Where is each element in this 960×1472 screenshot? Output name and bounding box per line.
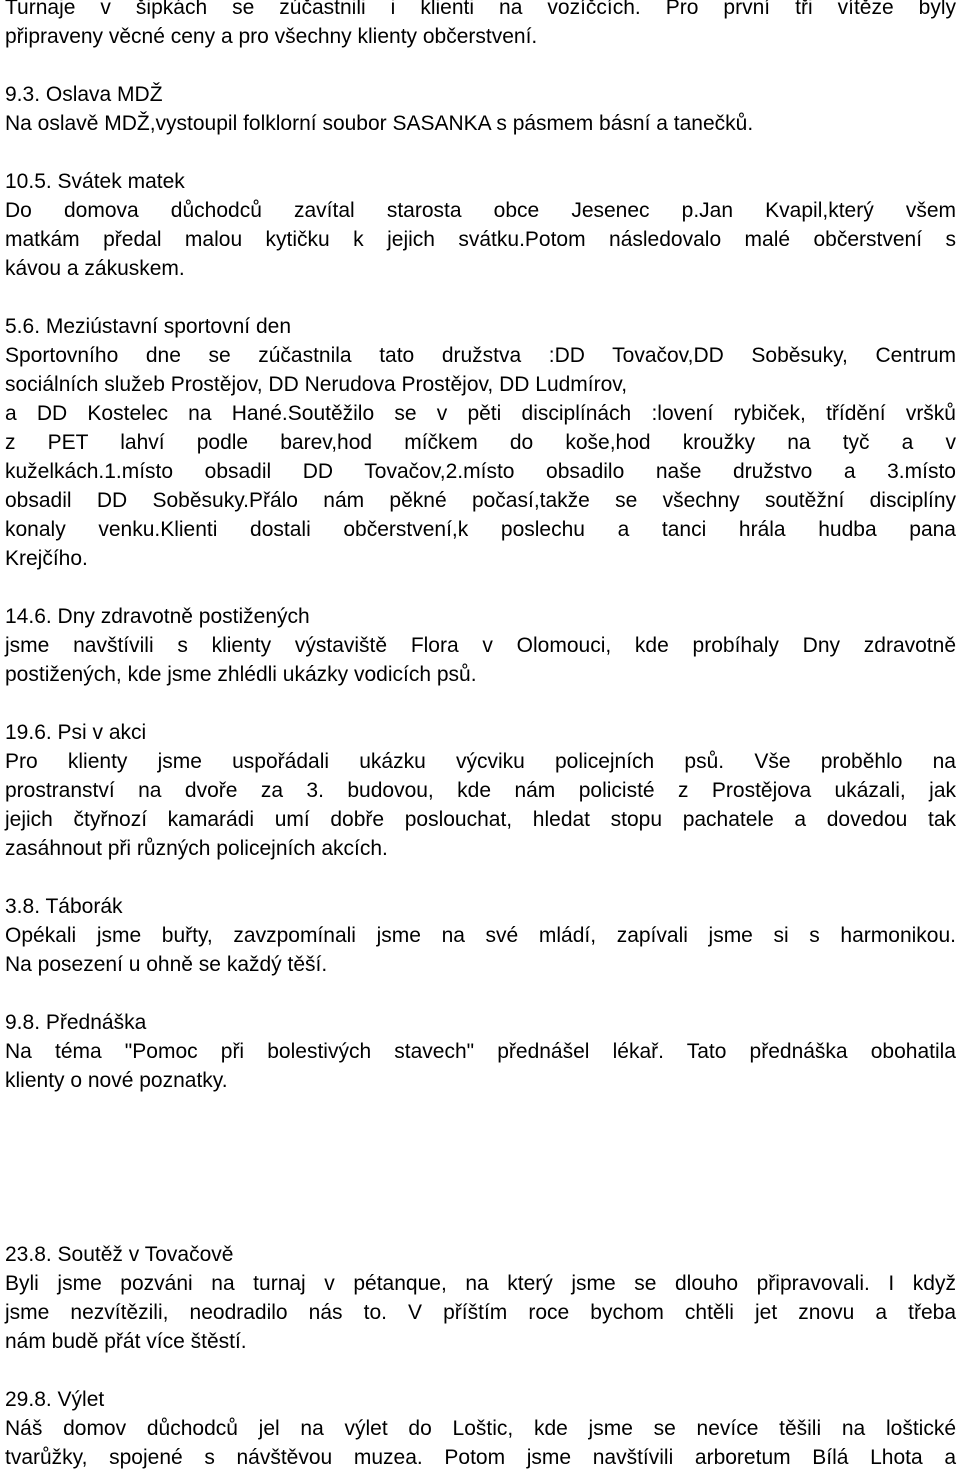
document-page: [5, 0, 956, 1472]
paragraph-gap: [5, 1095, 956, 1240]
text-line: sociálních služeb Prostějov, DD Nerudova Prostějov, DD Ludmírov,: [5, 373, 628, 396]
section-heading: 29.8. Výlet: [5, 1388, 105, 1411]
section-dogs-in-action: [5, 718, 956, 863]
text-line: jejich čtyřnozí kamarádi umí dobře poslouchat, hledat stopu pachatele a dovedou tak: [5, 808, 956, 831]
text-line: jsme nezvítězili, neodradilo nás to. V příštím roce bychom chtěli jet znovu a třeba: [5, 1301, 956, 1324]
text-line: Náš domov důchodců jel na výlet do Loštic, kde jsme se nevíce těšili na loštické: [5, 1417, 956, 1440]
section-mothers-day: [5, 167, 956, 283]
section-heading: 9.8. Přednáška: [5, 1011, 147, 1034]
text-line: z PET lahví podle barev,hod míčkem do koše,hod kroužky na tyč a v: [5, 431, 956, 454]
text-line: připraveny věcné ceny a pro všechny klienty občerstvení.: [5, 25, 538, 48]
section-lecture: [5, 1008, 956, 1095]
text-line: kávou a zákuskem.: [5, 257, 185, 280]
text-line: klienty o nové poznatky.: [5, 1069, 228, 1092]
text-line: postižených, kde jsme zhlédli ukázky vodicích psů.: [5, 663, 477, 686]
section-heading: 5.6. Meziústavní sportovní den: [5, 315, 291, 338]
section-campfire: [5, 892, 956, 979]
paragraph-darts-tournament: [5, 0, 956, 51]
text-line: matkám předal malou kytičku k jejich svátku.Potom následovalo malé občerstvení s: [5, 228, 956, 251]
paragraph-gap: [5, 283, 956, 312]
text-line: Pro klienty jsme uspořádali ukázku výcviku policejních psů. Vše proběhlo na: [5, 750, 956, 773]
section-mdz: [5, 80, 956, 138]
text-line: konaly venku.Klienti dostali občerstvení,k poslechu a tanci hrála hudba pana: [5, 518, 956, 541]
text-line: a DD Kostelec na Hané.Soutěžilo se v pěti disciplínách :lovení rybiček, třídění vršků: [5, 402, 956, 425]
text-line: kuželkách.1.místo obsadil DD Tovačov,2.místo obsadilo naše družstvo a 3.místo: [5, 460, 956, 483]
text-line: zasáhnout při různých policejních akcích.: [5, 837, 388, 860]
section-heading: 3.8. Táborák: [5, 895, 123, 918]
section-heading: 14.6. Dny zdravotně postižených: [5, 605, 310, 628]
text-line: Turnaje v šipkách se zúčastnili i klienti na vozíčcích. Pro první tři vítěze byly: [5, 0, 956, 19]
section-trip: [5, 1385, 956, 1472]
text-line: nám budě přát více štěstí.: [5, 1330, 247, 1353]
paragraph-gap: [5, 573, 956, 602]
text-line: Na téma "Pomoc při bolestivých stavech" přednášel lékař. Tato přednáška obohatila: [5, 1040, 956, 1063]
paragraph-gap: [5, 863, 956, 892]
text-line: Krejčího.: [5, 547, 88, 570]
section-disability-days: [5, 602, 956, 689]
text-line: Sportovního dne se zúčastnila tato družstva :DD Tovačov,DD Soběsuky, Centrum: [5, 344, 956, 367]
section-heading: 9.3. Oslava MDŽ: [5, 83, 163, 106]
text-line: Na oslavě MDŽ,vystoupil folklorní soubor SASANKA s pásmem básní a tanečků.: [5, 112, 754, 135]
paragraph-gap: [5, 51, 956, 80]
text-line: Na posezení u ohně se každý těší.: [5, 953, 328, 976]
text-line: Byli jsme pozváni na turnaj v pétanque, na který jsme se dlouho připravovali. I když: [5, 1272, 956, 1295]
section-sports-day: [5, 312, 956, 573]
text-line: Opékali jsme buřty, zavzpomínali jsme na své mládí, zapívali jsme si s harmonikou.: [5, 924, 956, 947]
paragraph-gap: [5, 979, 956, 1008]
paragraph-gap: [5, 138, 956, 167]
text-line: tvarůžky, spojené s návštěvou muzea. Potom jsme navštívili arboretum Bílá Lhota a: [5, 1446, 956, 1469]
section-heading: 23.8. Soutěž v Tovačově: [5, 1243, 234, 1266]
section-tovacov-competition: [5, 1240, 956, 1356]
section-heading: 19.6. Psi v akci: [5, 721, 147, 744]
text-line: prostranství na dvoře za 3. budovou, kde nám policisté z Prostějova ukázali, jak: [5, 779, 956, 802]
paragraph-gap: [5, 1356, 956, 1385]
text-line: Do domova důchodců zavítal starosta obce Jesenec p.Jan Kvapil,který všem: [5, 199, 956, 222]
section-heading: 10.5. Svátek matek: [5, 170, 185, 193]
paragraph-gap: [5, 689, 956, 718]
text-line: obsadil DD Soběsuky.Přálo nám pěkné počasí,takže se všechny soutěžní disciplíny: [5, 489, 956, 512]
text-line: jsme navštívili s klienty výstaviště Flora v Olomouci, kde probíhaly Dny zdravotně: [5, 634, 956, 657]
